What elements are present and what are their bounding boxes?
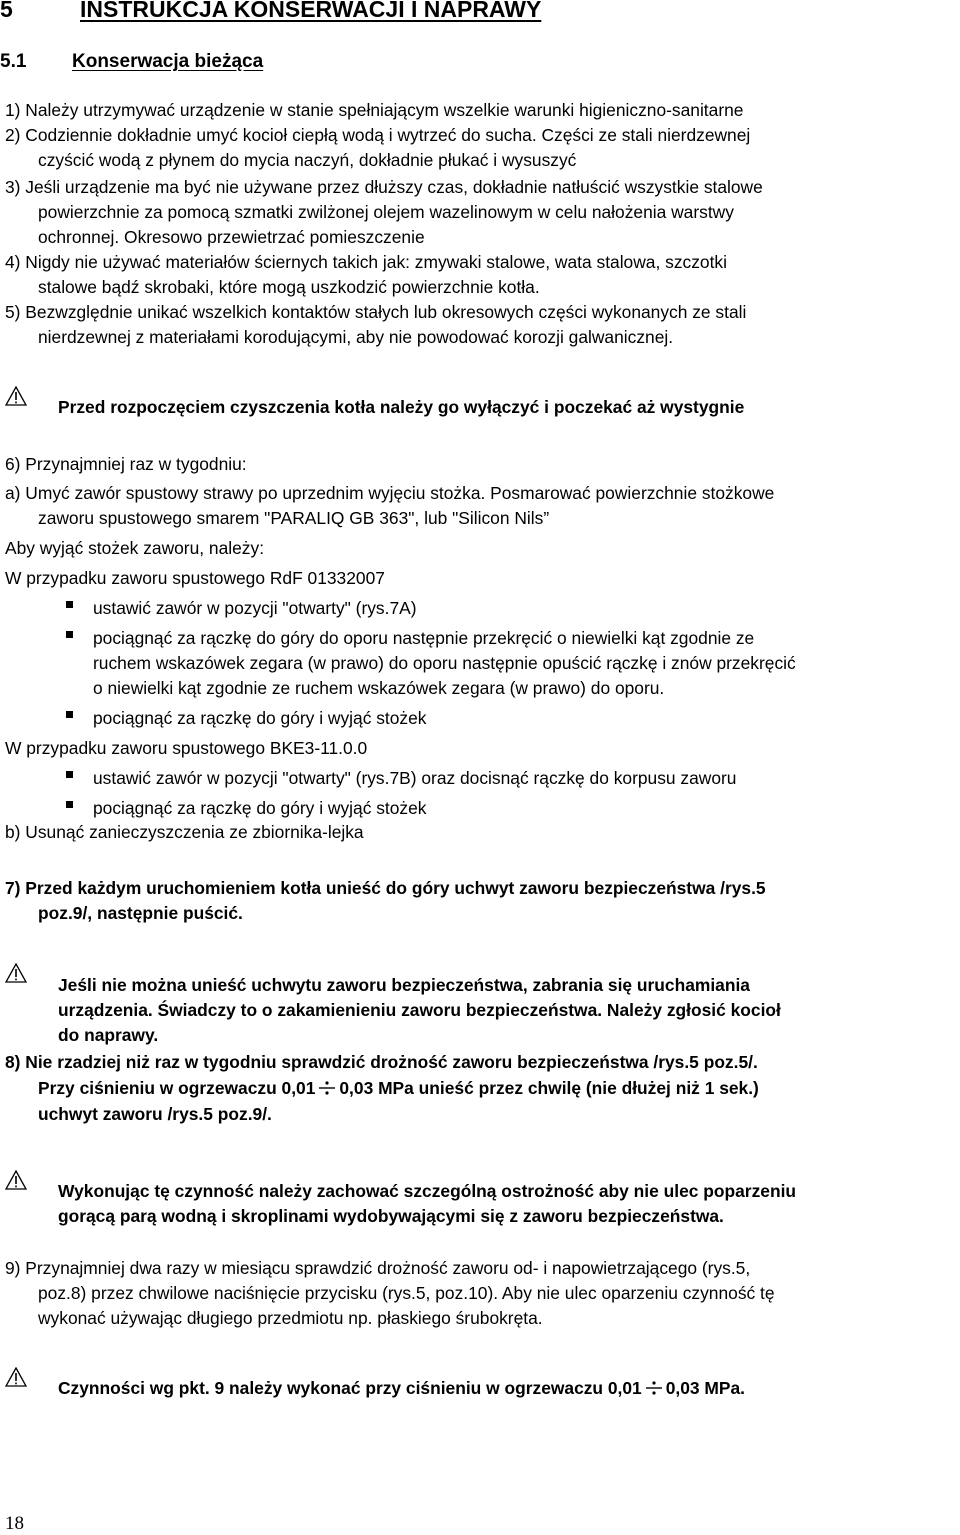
valve-1-step-1: ustawić zawór w pozycji "otwarty" (rys.7A) [93,598,417,618]
valve-1-step-3: pociągnąć za rączkę do góry i wyjąć stożek [93,708,427,728]
item-8-pressure-rest: 0,03 MPa unieść przez chwilę (nie dłużej niż 1 sek.) [339,1078,759,1098]
subsection-title: Konserwacja bieżąca [72,51,264,72]
warning-2-line-1: Jeśli nie można unieść uchwytu zaworu bezpieczeństwa, zabrania się uruchamiania [58,975,750,995]
valve-2-label: W przypadku zaworu spustowego BKE3-11.0.0 [5,738,368,758]
warning-triangle-icon [5,1367,27,1387]
bullet-square-icon [66,771,73,778]
warning-4-text-part-1: Czynności wg pkt. 9 należy wykonać przy ciśnieniu w ogrzewaczu 0,01 [58,1378,642,1398]
valve-1-label: W przypadku zaworu spustowego RdF 01332007 [5,568,385,588]
warning-4-text [58,1376,745,1400]
item-3-line-1: 3) Jeśli urządzenie ma być nie używane przez dłuższy czas, dokładnie natłuścić wszystkie stalowe [5,177,763,197]
item-8-pressure-min: Przy ciśnieniu w ogrzewaczu 0,01 [38,1078,316,1098]
item-5-line-2: nierdzewnej z materiałami korodującymi, aby nie powodować korozji galwanicznej. [38,327,674,347]
item-9-line-1: 9) Przynajmniej dwa razy w miesiącu sprawdzić drożność zaworu od- i napowietrzającego (rys.5, [5,1258,751,1278]
warning-2-line-3: do naprawy. [58,1025,159,1045]
item-6a-line-1: a) Umyć zawór spustowy strawy po uprzednim wyjęciu stożka. Posmarować powierzchnie stożkowe [5,483,775,503]
item-2-line-1: 2) Codziennie dokładnie umyć kocioł ciepłą wodą i wytrzeć do sucha. Części ze stali nierdzewnej [5,125,751,145]
item-3-line-3: ochronnej. Okresowo przewietrzać pomieszczenie [38,227,425,247]
item-3-line-2: powierzchnie za pomocą szmatki zwilżonej olejem wazelinowym w celu nałożenia warstwy [38,202,734,222]
valve-2-step-1: ustawić zawór w pozycji "otwarty" (rys.7B) oraz docisnąć rączkę do korpusu zaworu [93,768,737,788]
item-8-line-3: uchwyt zaworu /rys.5 poz.9/. [38,1104,272,1124]
item-9-line-2: poz.8) przez chwilowe naciśnięcie przycisku (rys.5, poz.10). Aby nie ulec oparzeniu czynność tę [38,1283,775,1303]
subsection-number: 5.1 [0,51,27,72]
item-9-line-3: wykonać używając długiego przedmiotu np. płaskiego śrubokręta. [38,1308,543,1328]
warning-4-text-part-2: 0,03 MPa. [665,1378,746,1398]
item-7-line-2: poz.9/, następnie puścić. [38,903,243,923]
valve-1-step-2-line-1: pociągnąć za rączkę do góry do oporu następnie przekręcić o niewielki kąt zgodnie ze [93,628,755,648]
warning-1-text: Przed rozpoczęciem czyszczenia kotła należy go wyłączyć i poczekać aż wystygnie [58,397,745,417]
valve-1-step-2-line-3: o niewielki kąt zgodnie ze ruchem wskazówek zegara (w prawo) do oporu. [93,678,665,698]
item-6a-line-2: zaworu spustowego smarem "PARALIQ GB 363", lub "Silicon Nils” [38,508,550,528]
item-8-line-2 [38,1076,759,1100]
division-sign-icon [644,1380,664,1396]
item-6b: b) Usunąć zanieczyszczenia ze zbiornika-lejka [5,822,364,842]
warning-3-line-2: gorącą parą wodną i skroplinami wydobywającymi się z zaworu bezpieczeństwa. [58,1206,724,1226]
warning-triangle-icon [5,1170,27,1190]
warning-triangle-icon [5,963,27,983]
item-5-line-1: 5) Bezwzględnie unikać wszelkich kontaktów stałych lub okresowych części wykonanych ze stali [5,302,747,322]
bullet-square-icon [66,631,73,638]
section-number: 5 [0,0,13,22]
item-8-line-1: 8) Nie rzadziej niż raz w tygodniu sprawdzić drożność zaworu bezpieczeństwa /rys.5 poz.5/. [5,1052,758,1072]
page-number: 18 [5,1513,24,1534]
item-1: 1) Należy utrzymywać urządzenie w stanie spełniającym wszelkie warunki higieniczno-sanitarne [5,100,744,120]
item-7-line-1: 7) Przed każdym uruchomieniem kotła unieść do góry uchwyt zaworu bezpieczeństwa /rys.5 [5,878,766,898]
warning-triangle-icon [5,386,27,406]
bullet-square-icon [66,601,73,608]
division-sign-icon [317,1080,337,1096]
item-6-intro: 6) Przynajmniej raz w tygodniu: [5,454,247,474]
bullet-square-icon [66,711,73,718]
remove-cone-label: Aby wyjąć stożek zaworu, należy: [5,538,265,558]
item-4-line-1: 4) Nigdy nie używać materiałów ściernych takich jak: zmywaki stalowe, wata stalowa, szczotki [5,252,727,272]
valve-1-step-2-line-2: ruchem wskazówek zegara (w prawo) do oporu następnie opuścić rączkę i znów przekręcić [93,653,796,673]
item-2-line-2: czyścić wodą z płynem do mycia naczyń, dokładnie płukać i wysuszyć [38,150,577,170]
bullet-square-icon [66,801,73,808]
valve-2-step-2: pociągnąć za rączkę do góry i wyjąć stożek [93,798,427,818]
warning-2-line-2: urządzenia. Świadczy to o zakamienieniu zaworu bezpieczeństwa. Należy zgłosić kocioł [58,1000,781,1020]
section-title: INSTRUKCJA KONSERWACJI I NAPRAWY [80,0,542,22]
item-4-line-2: stalowe bądź skrobaki, które mogą uszkodzić powierzchnie kotła. [38,277,540,297]
warning-3-line-1: Wykonując tę czynność należy zachować szczególną ostrożność aby nie ulec poparzeniu [58,1181,797,1201]
